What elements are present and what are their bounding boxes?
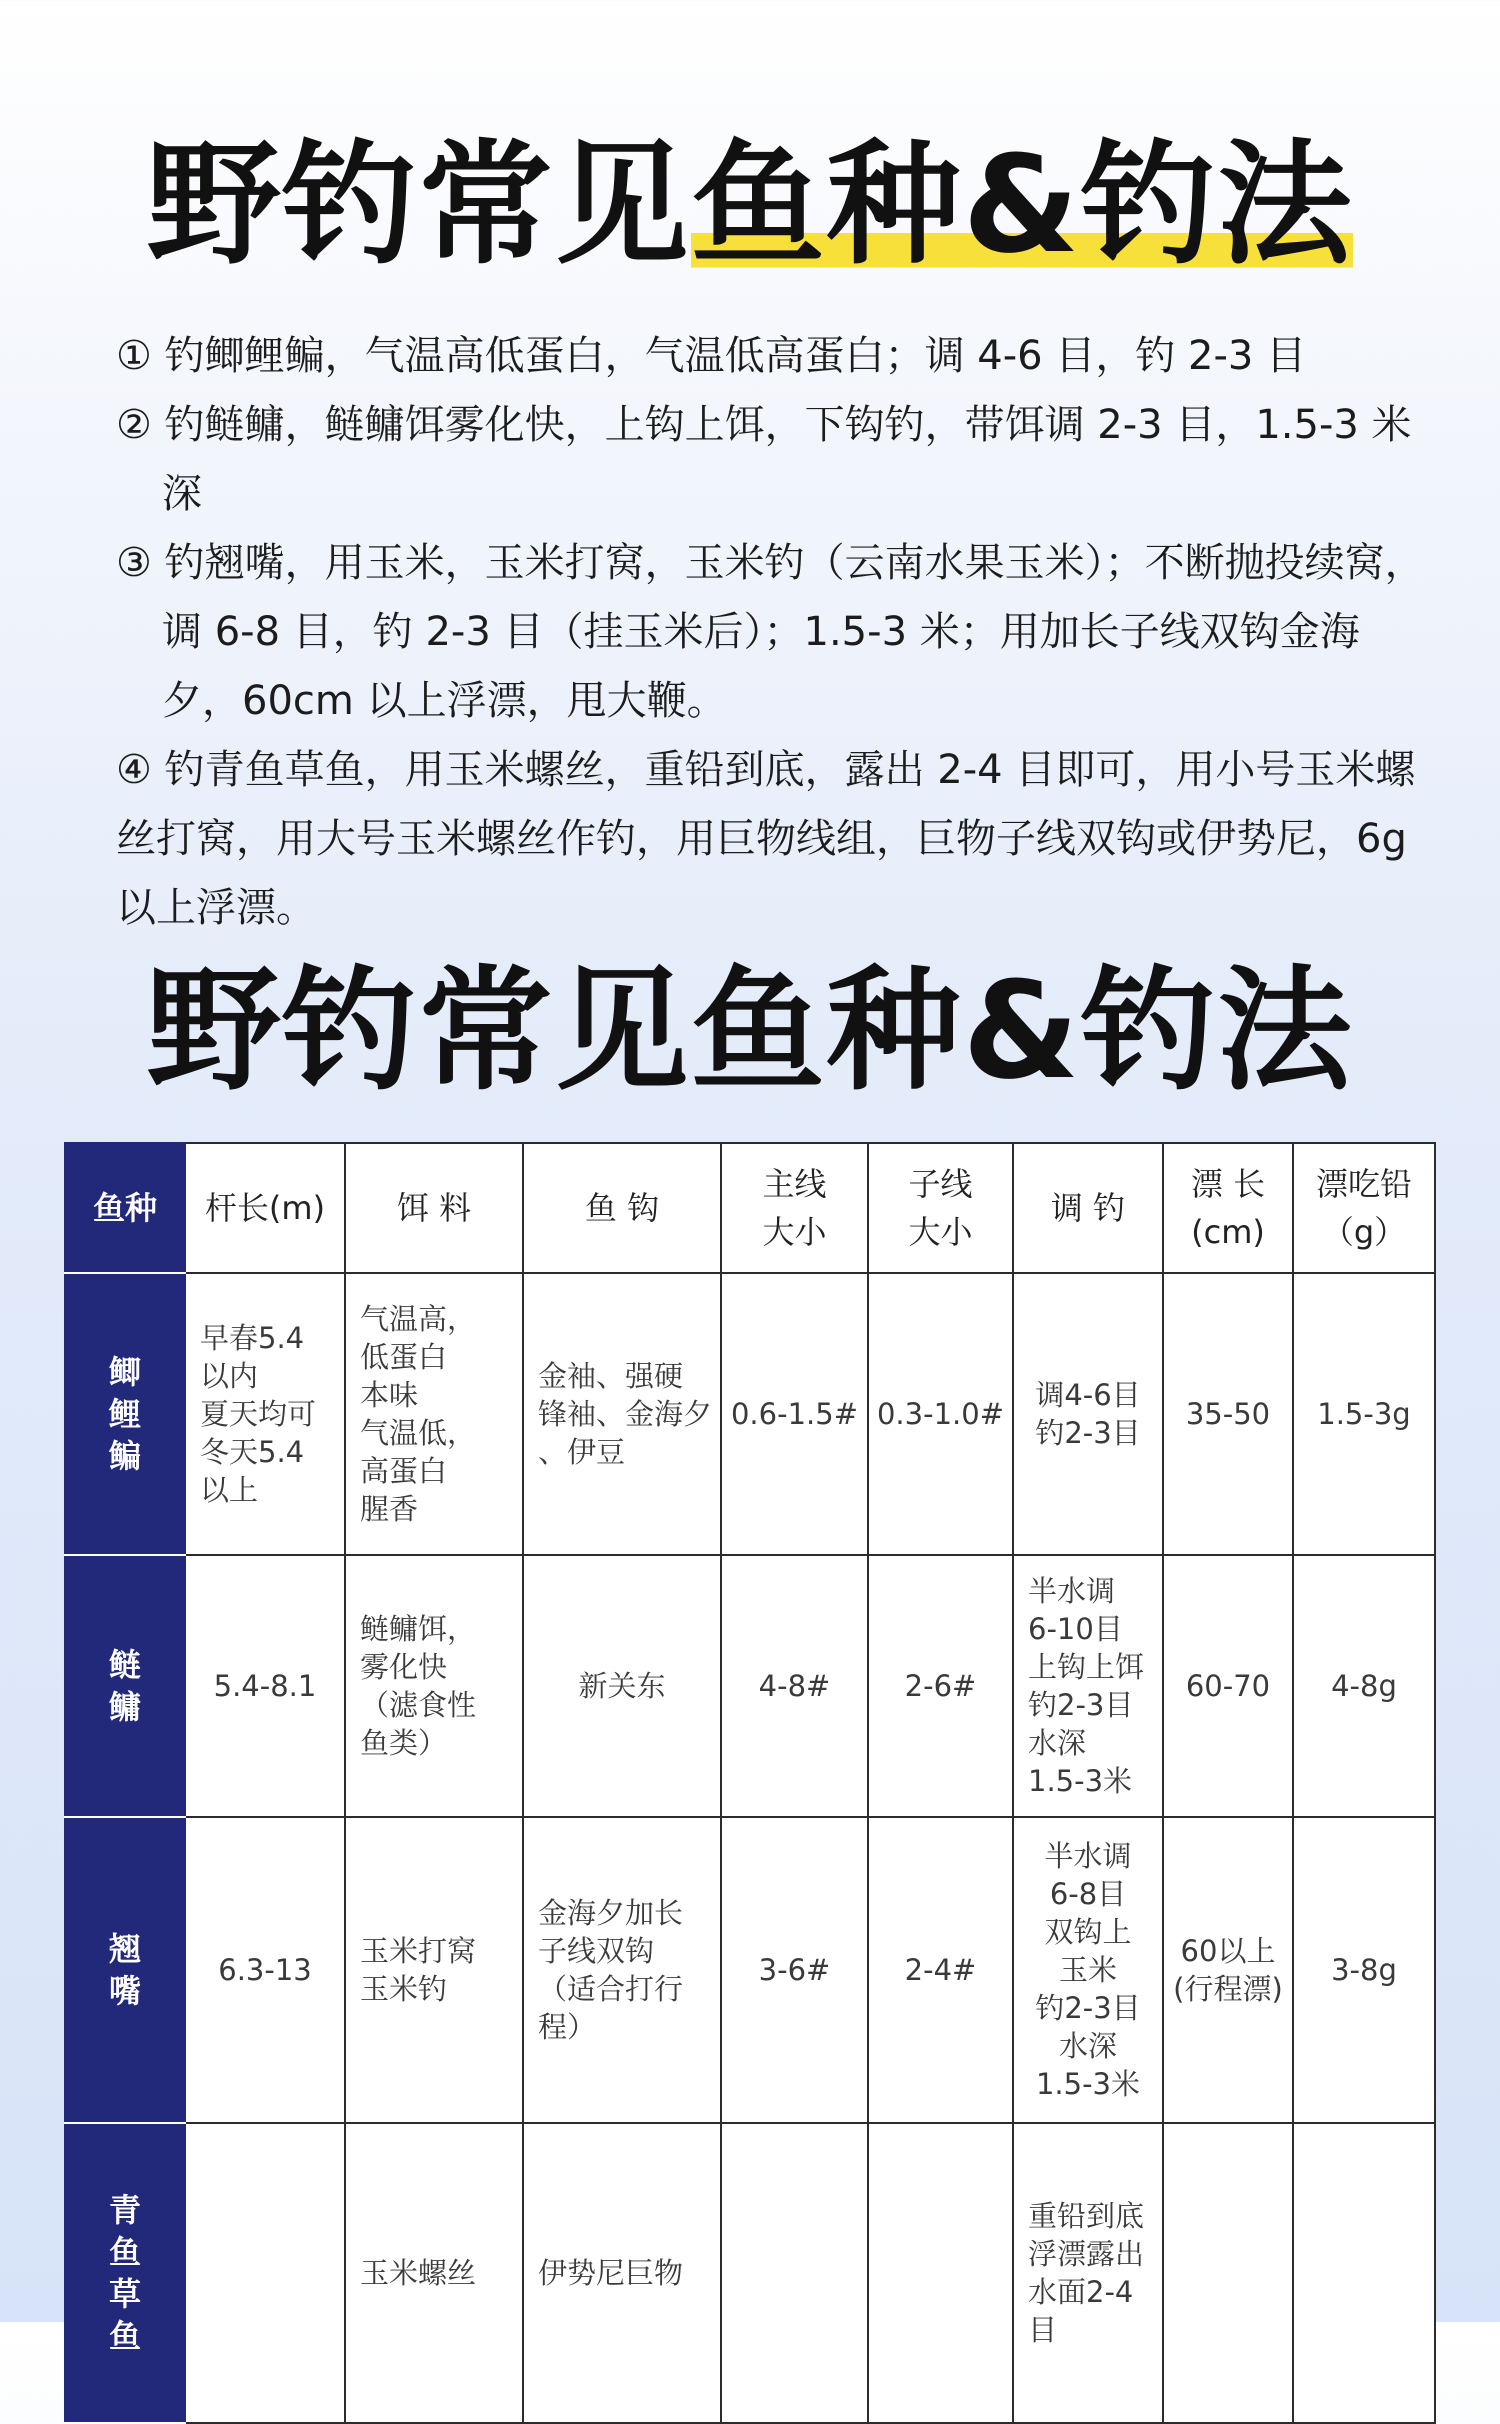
cell-main-line: [721, 2123, 868, 2423]
header-hook: 鱼 钩: [523, 1143, 721, 1273]
fishing-table: [64, 1142, 1436, 2424]
cell-hook: 金袖、强硬 锋袖、金海夕 、伊豆: [523, 1273, 721, 1555]
header-adjust: 调 钓: [1013, 1143, 1163, 1273]
cell-float-lead: [1293, 2123, 1435, 2423]
cell-main-line: 3-6#: [721, 1817, 868, 2123]
cell-float-lead: 4-8g: [1293, 1555, 1435, 1817]
cell-rod: 早春5.4 以内 夏天均可 冬天5.4 以上: [185, 1273, 345, 1555]
fishing-table-container: [64, 1142, 1434, 2355]
title-black-part: 野钓常见: [146, 127, 691, 283]
cell-rod: 6.3-13: [185, 1817, 345, 2123]
cell-adjust: 半水调 6-8目 双钩上 玉米 钓2-3目 水深 1.5-3米: [1013, 1817, 1163, 2123]
header-fish: 鱼种: [65, 1143, 185, 1273]
cell-hook: 伊势尼巨物: [523, 2123, 721, 2423]
note-item: ② 钓鲢鳙，鲢鳙饵雾化快，上钩上饵，下钩钓，带饵调 2-3 目，1.5-3 米深: [116, 402, 1412, 517]
note-item: ④ 钓青鱼草鱼，用玉米螺丝，重铅到底，露出 2-4 目即可，用小号玉米螺丝打窝，用大号玉米螺丝作钓，用巨物线组，巨物子线双钩或伊势尼，6g 以上浮漂。: [116, 747, 1416, 931]
cell-main-line: 4-8#: [721, 1555, 868, 1817]
cell-bait: 鲢鳙饵， 雾化快 （滤食性 鱼类）: [345, 1555, 523, 1817]
cell-rod: 5.4-8.1: [185, 1555, 345, 1817]
cell-float-lead: 1.5-3g: [1293, 1273, 1435, 1555]
cell-float-length: 35-50: [1163, 1273, 1293, 1555]
page-title: [0, 127, 1500, 283]
cell-fish: 翘 嘴: [65, 1817, 185, 2123]
cell-hook: 金海夕加长 子线双钩 （适合打行程）: [523, 1817, 721, 2123]
cell-float-length: [1163, 2123, 1293, 2423]
header-rod: 杆长(m): [185, 1143, 345, 1273]
title-highlight-part: 鱼种&钓法: [690, 127, 1354, 283]
cell-sub-line: 0.3-1.0#: [868, 1273, 1013, 1555]
cell-hook: 新关东: [523, 1555, 721, 1817]
cell-bait: 玉米螺丝: [345, 2123, 523, 2423]
cell-sub-line: [868, 2123, 1013, 2423]
cell-fish: 青 鱼 草 鱼: [65, 2123, 185, 2423]
note-item: ③ 钓翘嘴，用玉米，玉米打窝，玉米钓（云南水果玉米）；不断抛投续窝，调 6-8 目，钓 2-3 目（挂玉米后）；1.5-3 米；用加长子线双钩金海夕，60cm 以上浮漂，甩大鞭。: [116, 540, 1425, 724]
fishing-notes: [116, 322, 1436, 943]
cell-float-length: 60-70: [1163, 1555, 1293, 1817]
cell-adjust: 重铅到底 浮漂露出 水面2-4目: [1013, 2123, 1163, 2423]
cell-main-line: 0.6-1.5#: [721, 1273, 868, 1555]
cell-fish: 鲢 鳙: [65, 1555, 185, 1817]
cell-adjust: 调4-6目 钓2-3目: [1013, 1273, 1163, 1555]
table-row: [65, 2123, 1435, 2423]
table-header-row: [65, 1143, 1435, 1273]
table-row: [65, 1555, 1435, 1817]
header-float-length: 漂 长 (cm): [1163, 1143, 1293, 1273]
cell-sub-line: 2-6#: [868, 1555, 1013, 1817]
header-bait: 饵 料: [345, 1143, 523, 1273]
table-row: [65, 1817, 1435, 2123]
table-title: 野钓常见鱼种&钓法: [146, 953, 1354, 1109]
header-main-line: 主线 大小: [721, 1143, 868, 1273]
cell-adjust: 半水调 6-10目 上钩上饵 钓2-3目 水深 1.5-3米: [1013, 1555, 1163, 1817]
cell-bait: 气温高， 低蛋白 本味 气温低， 高蛋白 腥香: [345, 1273, 523, 1555]
cell-bait: 玉米打窝 玉米钓: [345, 1817, 523, 2123]
table-row: [65, 1273, 1435, 1555]
cell-float-length: 60以上 (行程漂): [1163, 1817, 1293, 2123]
cell-fish: 鲫 鲤 鳊: [65, 1273, 185, 1555]
header-sub-line: 子线 大小: [868, 1143, 1013, 1273]
cell-sub-line: 2-4#: [868, 1817, 1013, 2123]
cell-rod: [185, 2123, 345, 2423]
note-item: ① 钓鲫鲤鳊，气温高低蛋白，气温低高蛋白；调 4-6 目，钓 2-3 目: [116, 333, 1307, 379]
cell-float-lead: 3-8g: [1293, 1817, 1435, 2123]
header-float-lead: 漂吃铅 （g）: [1293, 1143, 1435, 1273]
